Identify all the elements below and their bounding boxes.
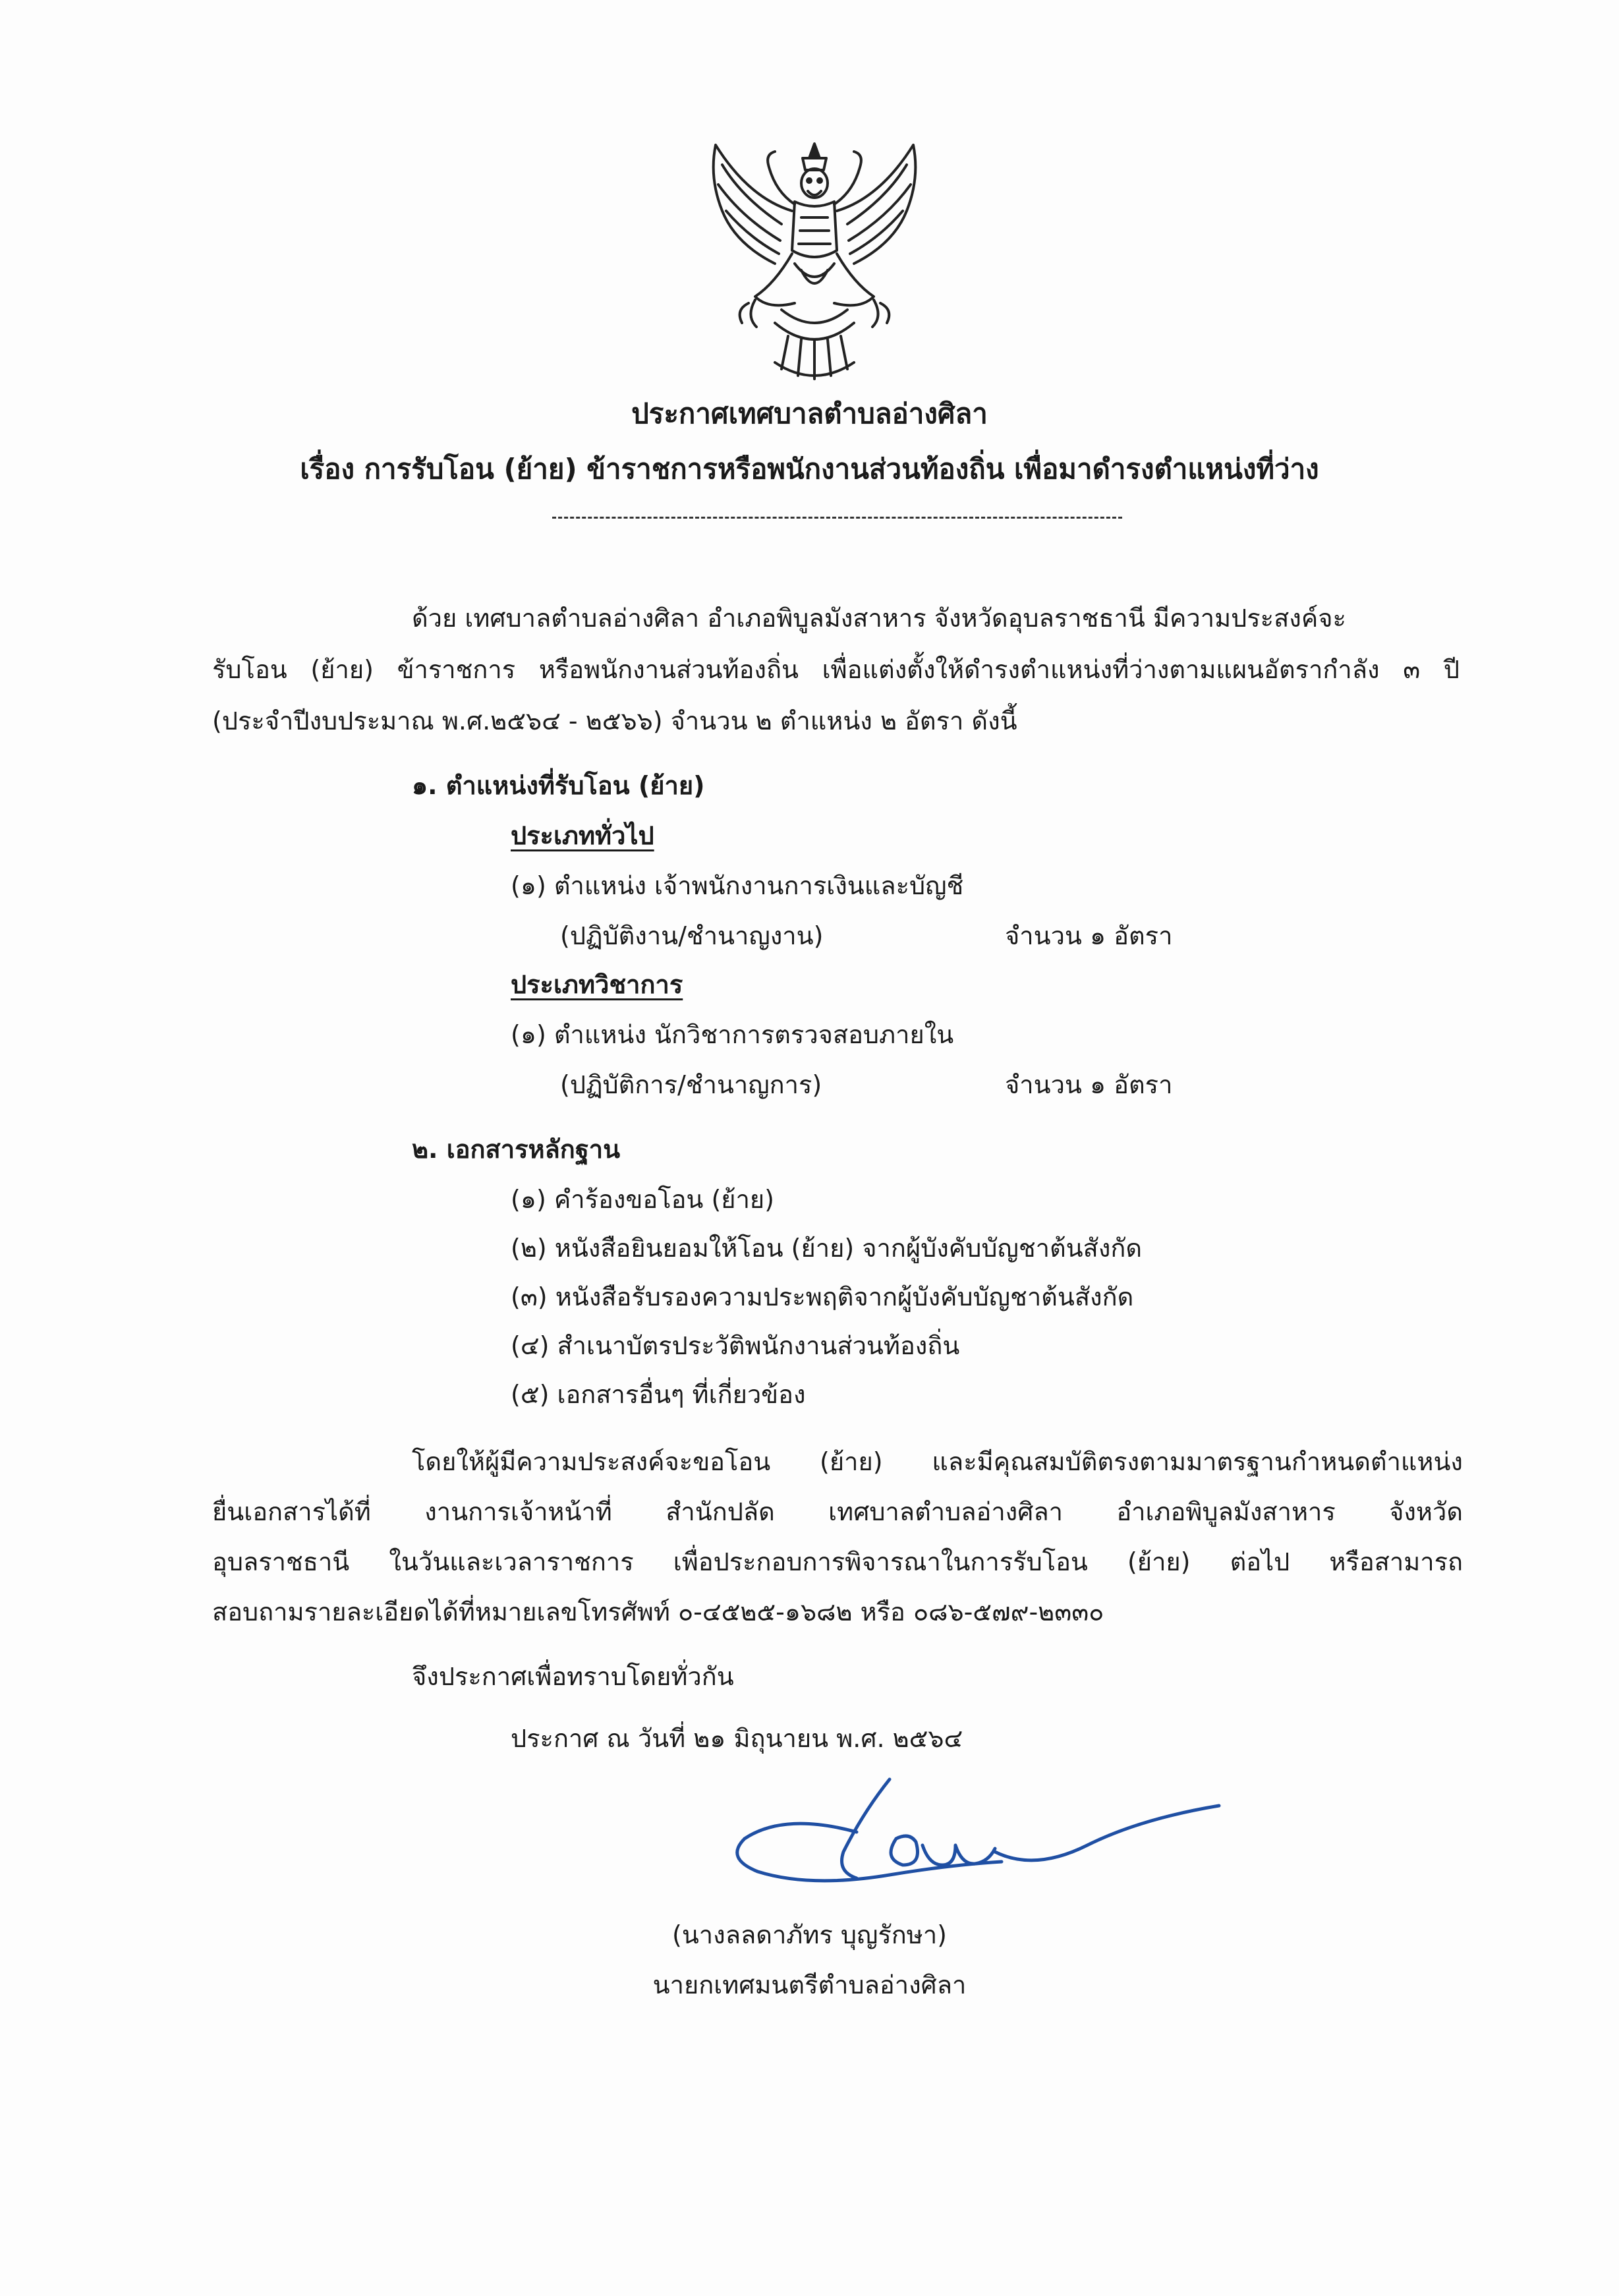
group2-position: (๑) ตำแหน่ง นักวิชาการตรวจสอบภายใน (511, 1020, 954, 1049)
intro-line-1: ด้วย เทศบาลตำบลอ่างศิลา อำเภอพิบูลมังสาหาร จังหวัดอุบลราชธานี มีความประสงค์จะ (412, 604, 1346, 633)
group2-count: จำนวน ๑ อัตรา (1005, 1070, 1173, 1099)
document-item-3: (๓) หนังสือรับรองความประพฤติจากผู้บังคับบัญชาต้นสังกัด (511, 1282, 1134, 1311)
document-item-2: (๒) หนังสือยินยอมให้โอน (ย้าย) จากผู้บังคับบัญชาต้นสังกัด (511, 1234, 1143, 1263)
separator-rule (552, 517, 1122, 519)
group1-type: ประเภททั่วไป (511, 821, 654, 850)
closing-line-4: สอบถามรายละเอียดได้ที่หมายเลขโทรศัพท์ ๐-๔๕๒๕-๑๖๘๒ หรือ ๐๘๖-๕๗๙-๒๓๓๐ (212, 1597, 1104, 1626)
group2-type: ประเภทวิชาการ (511, 970, 683, 999)
group1-count: จำนวน ๑ อัตรา (1005, 921, 1173, 950)
announce-text: จึงประกาศเพื่อทราบโดยทั่วกัน (412, 1662, 734, 1691)
closing-line-2: ยื่นเอกสารได้ที่ งานการเจ้าหน้าที่ สำนักปลัด เทศบาลตำบลอ่างศิลา อำเภอพิบูลมังสาหาร จังหวัด (212, 1497, 1463, 1526)
document-item-1: (๑) คำร้องขอโอน (ย้าย) (511, 1185, 775, 1214)
closing-line-1: โดยให้ผู้มีความประสงค์จะขอโอน (ย้าย) และมีคุณสมบัติตรงตามมาตรฐานกำหนดตำแหน่ง (412, 1447, 1463, 1476)
group1-position: (๑) ตำแหน่ง เจ้าพนักงานการเงินและบัญชี (511, 871, 964, 900)
signatory-title: นายกเทศมนตรีตำบลอ่างศิลา (652, 1970, 967, 1999)
document-title: ประกาศเทศบาลตำบลอ่างศิลา (631, 397, 988, 430)
handwritten-signature-icon (731, 1766, 1232, 1898)
document-item-4: (๔) สำเนาบัตรประวัติพนักงานส่วนท้องถิ่น (511, 1331, 960, 1360)
intro-line-3: (ประจำปีงบประมาณ พ.ศ.๒๕๖๔ - ๒๕๖๖) จำนวน ๒ ตำแหน่ง ๒ อัตรา ดังนี้ (212, 706, 1017, 735)
intro-line-2: รับโอน (ย้าย) ข้าราชการ หรือพนักงานส่วนท้องถิ่น เพื่อแต่งตั้งให้ดำรงตำแหน่งที่ว่างตามแผนอัตรากำลัง ๓ ปี (212, 655, 1460, 684)
group2-level: (ปฏิบัติการ/ชำนาญการ) (560, 1070, 822, 1099)
closing-line-3: อุบลราชธานี ในวันและเวลาราชการ เพื่อประกอบการพิจารณาในการรับโอน (ย้าย) ต่อไป หรือสามารถ (212, 1547, 1463, 1576)
signatory-name: (นางลลดาภัทร บุญรักษา) (672, 1920, 947, 1949)
announcement-date: ประกาศ ณ วันที่ ๒๑ มิถุนายน พ.ศ. ๒๕๖๔ (511, 1724, 963, 1753)
document-item-5: (๕) เอกสารอื่นๆ ที่เกี่ยวข้อง (511, 1380, 806, 1409)
document-subject: เรื่อง การรับโอน (ย้าย) ข้าราชการหรือพนักงานส่วนท้องถิ่น เพื่อมาดำรงตำแหน่งที่ว่าง (300, 453, 1319, 485)
garuda-emblem-icon (702, 138, 926, 389)
section1-heading: ๑. ตำแหน่งที่รับโอน (ย้าย) (412, 771, 705, 800)
section2-heading: ๒. เอกสารหลักฐาน (412, 1135, 621, 1164)
group1-level: (ปฏิบัติงาน/ชำนาญงาน) (560, 921, 824, 950)
